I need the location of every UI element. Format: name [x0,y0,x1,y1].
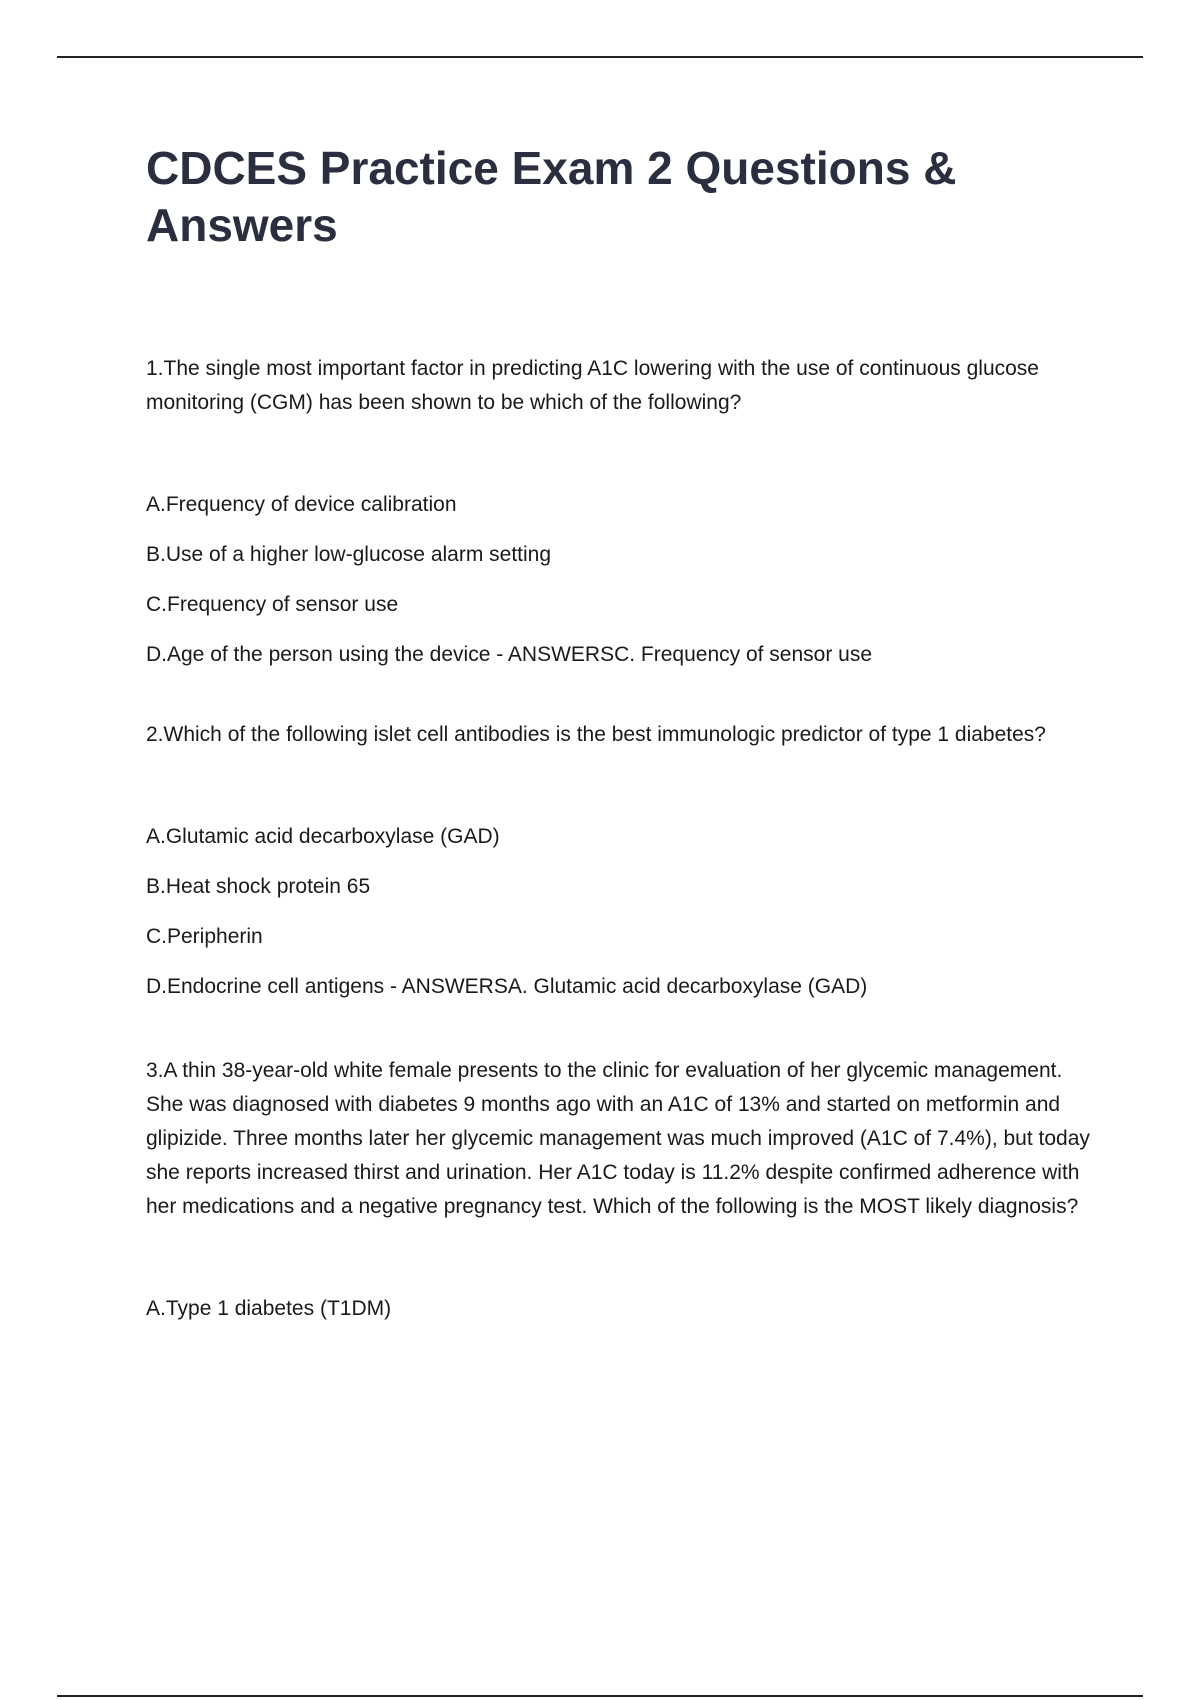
question-text: 3.A thin 38-year-old white female presents to the clinic for evaluation of her glycemic management. She was diagnosed with diabetes 9 months ago with an A1C of 13% and started on metformin and glipizide. Three months later her glycemic management was much improved (A1C of 7.4%), but today she reports increased thirst and urination. Her A1C today is 11.2% despite confirmed adherence with her medications and a negative pregnancy test. Which of the following is the MOST likely diagnosis? [146,1059,1090,1218]
option-c: C.Frequency of sensor use [146,593,399,616]
question-1 [146,352,1096,670]
option-a: A.Frequency of device calibration [146,493,457,516]
document-title: CDCES Practice Exam 2 Questions & Answers [146,142,957,251]
question-3 [146,1054,1096,1324]
question-text: 2.Which of the following islet cell antibodies is the best immunologic predictor of type 1 diabetes? [146,723,1046,746]
option-c: C.Peripherin [146,925,263,948]
option-a: A.Glutamic acid decarboxylase (GAD) [146,825,500,848]
answer-options [146,822,1096,1002]
question-2 [146,718,1096,1002]
option-b: B.Heat shock protein 65 [146,875,371,898]
option-d-with-answer: D.Endocrine cell antigens - ANSWERSA. Glutamic acid decarboxylase (GAD) [146,975,868,998]
question-text: 1.The single most important factor in predicting A1C lowering with the use of continuous glucose monitoring (CGM) has been shown to be which of the following? [146,357,1039,414]
answer-options [146,490,1096,670]
option-d-with-answer: D.Age of the person using the device - ANSWERSC. Frequency of sensor use [146,643,873,666]
option-b: B.Use of a higher low-glucose alarm setting [146,543,552,566]
document-body [146,140,1096,1344]
top-divider [57,56,1143,58]
bottom-divider [57,1695,1143,1697]
option-a: A.Type 1 diabetes (T1DM) [146,1297,392,1320]
answer-options [146,1294,1096,1324]
